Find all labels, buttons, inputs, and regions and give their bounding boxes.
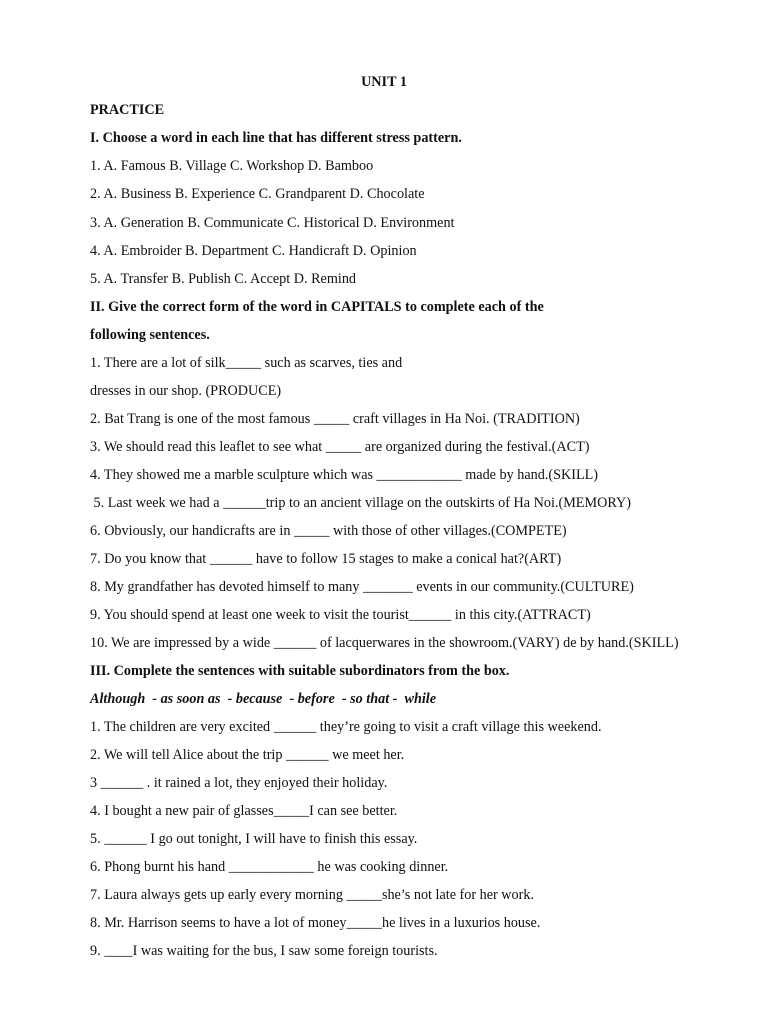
section2-item: 5. Last week we had a ______trip to an ancient village on the outskirts of Ha Noi.(MEMORY) — [90, 495, 631, 511]
section3-heading: III. Complete the sentences with suitable subordinators from the box. — [90, 663, 510, 679]
section2-item: 2. Bat Trang is one of the most famous _____ craft villages in Ha Noi. (TRADITION) — [90, 411, 580, 427]
section2-heading-line1: II. Give the correct form of the word in CAPITALS to complete each of the — [90, 299, 544, 315]
section1-item: 5. A. Transfer B. Publish C. Accept D. Remind — [90, 271, 357, 287]
section3-item: 2. We will tell Alice about the trip ______ we meet her. — [90, 747, 405, 763]
section2-item: dresses in our shop. (PRODUCE) — [90, 383, 282, 399]
section1-item: 3. A. Generation B. Communicate C. Historical D. Environment — [90, 215, 455, 231]
section1-heading: I. Choose a word in each line that has different stress pattern. — [90, 130, 462, 146]
page-title: UNIT 1 — [361, 74, 407, 90]
section2-item: 10. We are impressed by a wide ______ of lacquerwares in the showroom.(VARY) de by hand.(SKILL) — [90, 635, 679, 651]
section2-item: 6. Obviously, our handicrafts are in _____ with those of other villages.(COMPETE) — [90, 523, 567, 539]
section1-item: 4. A. Embroider B. Department C. Handicraft D. Opinion — [90, 243, 417, 259]
section3-item: 1. The children are very excited ______ they’re going to visit a craft village this weekend. — [90, 719, 602, 735]
section3-item: 8. Mr. Harrison seems to have a lot of money_____he lives in a luxurios house. — [90, 915, 541, 931]
practice-label: PRACTICE — [90, 102, 165, 118]
section2-item: 4. They showed me a marble sculpture which was ____________ made by hand.(SKILL) — [90, 467, 599, 483]
section2-item: 3. We should read this leaflet to see what _____ are organized during the festival.(ACT) — [90, 439, 590, 455]
subordinators-box: Although - as soon as - because - before - so that - while — [90, 691, 437, 707]
section3-item: 6. Phong burnt his hand ____________ he was cooking dinner. — [90, 859, 449, 875]
section2-item: 1. There are a lot of silk_____ such as scarves, ties and — [90, 355, 403, 371]
section1-item: 2. A. Business B. Experience C. Grandparent D. Chocolate — [90, 186, 425, 202]
section2-item: 7. Do you know that ______ have to follow 15 stages to make a conical hat?(ART) — [90, 551, 562, 567]
section2-item: 8. My grandfather has devoted himself to many _______ events in our community.(CULTURE) — [90, 579, 634, 595]
section2-heading-line2: following sentences. — [90, 327, 210, 343]
section3-item: 5. ______ I go out tonight, I will have to finish this essay. — [90, 831, 418, 847]
section3-item: 4. I bought a new pair of glasses_____I can see better. — [90, 803, 398, 819]
section3-item: 7. Laura always gets up early every morning _____she’s not late for her work. — [90, 887, 535, 903]
section1-item: 1. A. Famous B. Village C. Workshop D. Bamboo — [90, 158, 374, 174]
section3-item: 3 ______ . it rained a lot, they enjoyed their holiday. — [90, 775, 388, 791]
section3-item: 9. ____I was waiting for the bus, I saw some foreign tourists. — [90, 943, 438, 959]
section2-item: 9. You should spend at least one week to visit the tourist______ in this city.(ATTRACT) — [90, 607, 591, 623]
